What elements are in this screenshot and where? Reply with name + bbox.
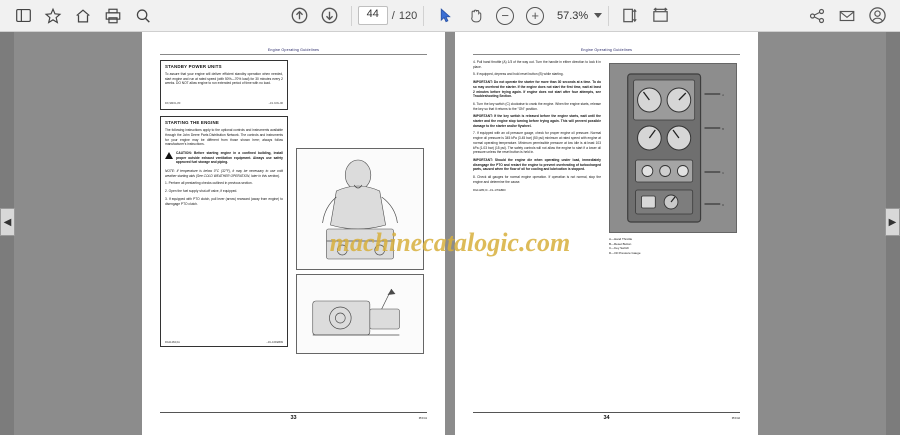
document-viewer[interactable] <box>0 32 900 435</box>
paragraph-4: 4. Pull hand throttle (A) 1/3 of the way out. Turn the handle in either direction to lock it in place. <box>473 60 601 69</box>
page-right-column-1 <box>473 60 601 400</box>
page-left <box>142 32 445 435</box>
zoom-level-label: 57.3% <box>557 9 589 22</box>
home-icon[interactable] <box>70 4 96 28</box>
page-separator: / <box>391 9 395 22</box>
footer-code-left: PN=41 <box>418 416 427 420</box>
svg-text:C: C <box>722 171 725 176</box>
page-number-right: 34 <box>603 415 610 421</box>
page-header-left: Engine Operating Guidelines <box>160 48 427 55</box>
legend-item-b: B—Reset Button <box>609 241 632 246</box>
page-total-label: 120 <box>398 9 418 22</box>
zoom-in-icon[interactable]: + <box>522 4 548 28</box>
toolbar-left-group <box>8 4 158 28</box>
section-body: To assure that your engine will deliver efficient standby operation when needed, start engine and run at rated speed (with 50%—70% load) for 30 minutes every 2 weeks. DO NOT allow engine to run extended period of time with no load. <box>165 72 283 86</box>
page-right-column-2 <box>609 60 737 400</box>
previous-page-button[interactable]: ◀ <box>0 208 15 236</box>
step-3: 3. If equipped with PTO clutch, pull lever (arrow) rearward (away from engine) to disengage PTO clutch. <box>165 196 283 206</box>
toolbar <box>0 0 900 32</box>
share-icon[interactable] <box>804 4 830 28</box>
caution-block <box>165 151 283 165</box>
step-2: 2. Open the fuel supply shut-off valve, if equipped. <box>165 189 238 194</box>
zoom-control[interactable] <box>554 10 602 22</box>
legend-item-d: D—Oil Pressure Gauge <box>609 250 641 255</box>
page-right <box>455 32 758 435</box>
print-icon[interactable] <box>100 4 126 28</box>
page-spread <box>142 32 758 435</box>
page-left-columns <box>160 60 427 400</box>
chevron-down-icon[interactable] <box>594 13 602 18</box>
download-icon[interactable] <box>317 4 343 28</box>
toolbar-center-group <box>285 4 675 28</box>
legend-item-c: C—Key Switch <box>609 246 630 250</box>
section-starting-the-engine <box>160 116 288 347</box>
engine-operator-illustration <box>297 149 423 269</box>
section-title: STANDBY POWER UNITS <box>165 64 222 69</box>
paragraph-6: 6. Turn the key switch (C) clockwise to crank the engine. When the engine starts, release the key so that it returns to the "ON" position. <box>473 101 601 111</box>
svg-text:B: B <box>722 127 724 132</box>
footer-code-right: PN=42 <box>731 416 740 420</box>
toolbar-right-group <box>802 4 892 28</box>
search-icon[interactable] <box>130 4 156 28</box>
note-text: NOTE: If temperature is below 0°C (32°F), it may be necessary to use cold weather starting aids (See COLD WEATHER OPERATION, later in this section). <box>165 169 283 178</box>
figure-code-left-2: RG11284,0A <box>165 341 180 345</box>
next-page-button[interactable]: ▶ <box>885 208 900 236</box>
paragraph-7: 7. If equipped with an oil pressure gauge, check for proper engine oil pressure. Normal engine oil pressure is 345 kPa (3.45 bar) (50 psi) minimum at rated speed with engine at normal operating temperature. Minimum permissible pressure at low idle is at least 103 kPa (1.03 bar) (15 psi). The safety controls will not allow the engine to start if a lower oil pressure unless the reset button is held in. <box>473 131 601 155</box>
zoom-out-icon[interactable]: − <box>492 4 518 28</box>
figure-code-left: DX,SMOL,80 <box>165 102 181 106</box>
cursor-icon[interactable] <box>432 4 458 28</box>
fit-page-icon[interactable] <box>617 4 643 28</box>
page-right-columns <box>473 60 740 400</box>
bookmark-star-icon[interactable] <box>40 4 66 28</box>
figure-pto-clutch-lever <box>296 274 424 354</box>
toolbar-divider-1 <box>351 6 352 26</box>
page-number-left: 33 <box>290 415 297 421</box>
page-navigation <box>358 6 417 25</box>
watermark-text: machinecatalogic.com <box>329 228 571 257</box>
section-standby-power-units <box>160 60 288 110</box>
upload-icon[interactable] <box>287 4 313 28</box>
hand-icon[interactable] <box>462 4 488 28</box>
important-2: IMPORTANT: If the key switch is released before the engine starts, wait until the starter and the engine stop turning before trying again. This will prevent possible damage to the starter and/or flywheel. <box>473 114 601 128</box>
important-3: IMPORTANT: Should the engine die when operating under load, immediately disengage the PTO and restart the engine to prevent overheating of turbocharged parts, caused when the flow of oil for cooling and lubrication is stopped. <box>473 157 601 172</box>
page-footer-left <box>160 412 427 421</box>
page-number-input[interactable]: 44 <box>358 6 388 25</box>
svg-text:A: A <box>722 93 724 98</box>
mail-icon[interactable] <box>834 4 860 28</box>
toolbar-divider-3 <box>608 6 609 26</box>
page-left-column-1 <box>160 60 288 400</box>
warning-triangle-icon <box>165 152 173 159</box>
svg-text:D: D <box>722 203 725 208</box>
paragraph-5: 5. If equipped, depress and hold reset button (B) while starting. <box>473 72 564 77</box>
account-icon[interactable] <box>864 4 890 28</box>
legend-item-a: A—Hand Throttle <box>609 237 633 241</box>
toolbar-divider-2 <box>423 6 424 26</box>
caution-text: CAUTION: Before starting engine in a confined building, install proper outside exhaust ventilation equipment. Always use safety approved fuel storage and piping. <box>176 150 283 165</box>
paragraph-8: 8. Check all gauges for normal engine operation. If operation is not normal, stop the engine and determine the cause. <box>473 175 601 184</box>
step-1: 1. Perform all prestarting checks outlined in previous section. <box>165 181 253 186</box>
section-body: The following instructions apply to the optional controls and instruments available through the John Deere Parts Distribution Network. The controls and instruments for your engine may be different from those shown here; always follow manufacturer's instructions. <box>165 128 283 147</box>
page-left-column-2 <box>296 60 424 400</box>
figure-code-right: RG11280,IC –19–17FEB00 <box>473 189 506 193</box>
sidebar-toggle-icon[interactable] <box>10 4 36 28</box>
figure-engine-operator <box>296 148 424 270</box>
page-footer-right <box>473 412 740 421</box>
figure-instrument-panel <box>609 63 737 233</box>
important-1: IMPORTANT: Do not operate the starter for more than 30 seconds at a time. To do so may overheat the starter. If the engine does not start the first time, wait at least 2 minutes before trying again. If engine does not start after four attempts, see Troubleshooting Section. <box>473 80 601 99</box>
pto-lever-illustration <box>297 275 423 353</box>
section-title: STARTING THE ENGINE <box>165 120 219 126</box>
figure-date-left-2: –19–10FEB99 <box>266 341 283 345</box>
instrument-panel-illustration <box>610 64 736 232</box>
fit-width-icon[interactable] <box>647 4 673 28</box>
figure-legend <box>609 237 737 255</box>
figure-date-left: –19 JUN–96 <box>268 102 283 106</box>
page-header-right: Engine Operating Guidelines <box>473 48 740 55</box>
